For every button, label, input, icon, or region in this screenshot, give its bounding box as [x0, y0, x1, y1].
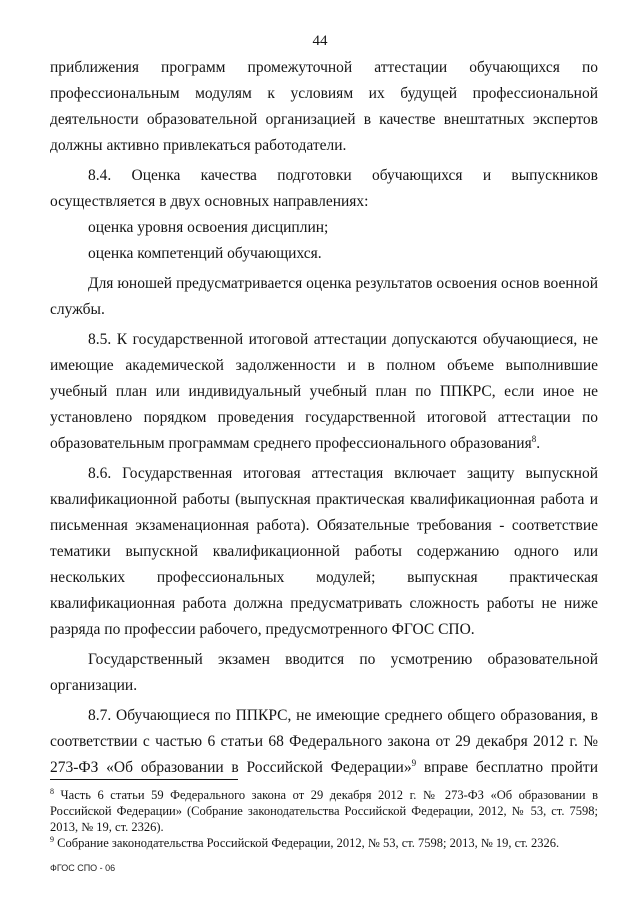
list-item: оценка компетенций обучающихся. [88, 245, 322, 262]
footnote-number: 9 [50, 834, 54, 844]
paragraph-8-4: 8.4. Оценка качества подготовки обучающихся и выпускников осуществляется в двух основных направлениях: [50, 167, 598, 210]
footnote-8 [50, 787, 598, 835]
document-code: ФГОС СПО - 06 [50, 863, 116, 873]
body-text [50, 55, 598, 781]
page-number: 44 [312, 33, 328, 49]
list-item: оценка уровня освоения дисциплин; [88, 219, 329, 236]
paragraph-8-5-end: . [536, 435, 541, 452]
paragraph-8-5-text: 8.5. К государственной итоговой аттестации допускаются обучающиеся, не имеющие академической задолженности и в полном объеме выполнившие учебный план или индивидуальный учебный план по ППКРС, если иное не установлено порядком проведения государственной итоговой аттестации по образовательным программам среднего профессионального образования [50, 331, 598, 452]
paragraph-continuation: приближения программ промежуточной аттестации обучающихся по профессиональным модулям к условиям их будущей профессиональной деятельности образовательной организацией в качестве внештатных экспертов должны активно привлекаться работодатели. [50, 59, 598, 154]
paragraph-state-exam: Государственный экзамен вводится по усмотрению образовательной организации. [50, 651, 598, 694]
footnote-number: 8 [50, 786, 54, 796]
paragraph-8-7-end: вправе бесплатно пройти [416, 759, 598, 776]
footnote-ref-9[interactable]: 9 [411, 757, 417, 768]
footnotes [50, 787, 598, 851]
footnote-9 [50, 835, 598, 851]
footnote-text: Часть 6 статьи 59 Федерального закона от 29 декабря 2012 г. № 273-ФЗ «Об образовании в Российской Федерации» (Собрание законодательства Российской Федерации, 2012, № 53, ст. 7598; 2013, № 19, ст. 2326). [50, 788, 598, 834]
paragraph-8-6: 8.6. Государственная итоговая аттестация включает защиту выпускной квалификационной работы (выпускная практическая квалификационная работа и письменная экзаменационная работа). Обязательные требования - соответствие тематики выпускной квалификационной работы содержанию одного или нескольких профессиональных модулей; выпускная практическая квалификационная работа должна предусматривать сложность работы не ниже разряда по профессии рабочего, предусмотренного ФГОС СПО. [50, 465, 598, 638]
footnote-ref-8[interactable]: 8 [531, 433, 537, 444]
paragraph-8-7 [50, 703, 598, 781]
paragraph-military-service: Для юношей предусматривается оценка результатов освоения основ военной службы. [50, 275, 598, 318]
paragraph-8-7-text: 8.7. Обучающиеся по ППКРС, не имеющие среднего общего образования, в соответствии с частью 6 статьи 68 Федерального закона от 29 декабря 2012 г. № 273-ФЗ «Об образовании в Российской Федерации» [50, 707, 598, 776]
paragraph-8-5 [50, 327, 598, 457]
footnote-text: Собрание законодательства Российской Федерации, 2012, № 53, ст. 7598; 2013, № 19, ст. 2326. [54, 836, 560, 850]
footnote-divider [50, 779, 238, 780]
